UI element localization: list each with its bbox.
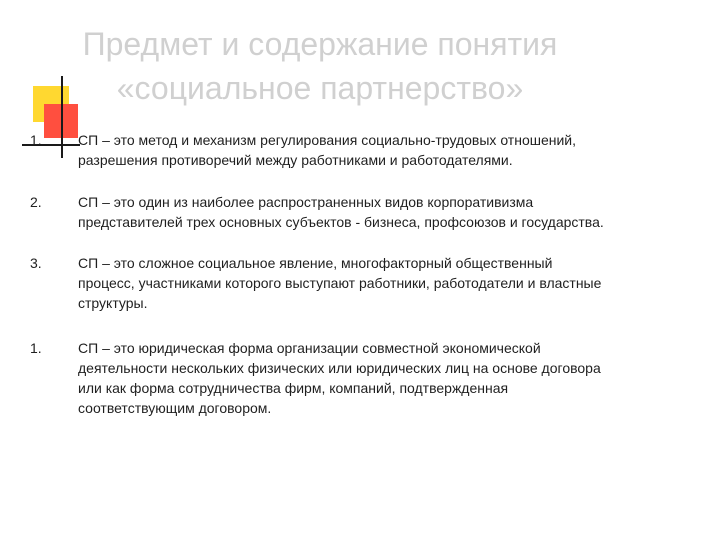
list-item-number: 1. <box>30 132 42 148</box>
title-line-2: «социальное партнерство» <box>116 70 524 106</box>
list-item-number: 1. <box>30 340 42 356</box>
list-item-text: СП – это юридическая форма организации совместной экономической деятельности нескольких физических или юридических лиц на основе договора или как форма сотрудничества фирм, компаний, подтвержденная соответствующим договором. <box>78 340 601 416</box>
list-item-text: СП – это сложное социальное явление, многофакторный общественный процесс, участниками которого выступают работники, работодатели и властные структуры. <box>78 255 602 311</box>
list-item-text: СП – это один из наиболее распространенных видов корпоративизма представителей трех основных субъектов - бизнеса, профсоюзов и государства. <box>78 194 604 230</box>
list-item-number: 2. <box>30 194 42 210</box>
title-line-1: Предмет и содержание понятия <box>82 26 558 62</box>
list-item-number: 3. <box>30 255 42 271</box>
slide-title <box>30 22 610 110</box>
list-item-text: СП – это метод и механизм регулирования социально-трудовых отношений, разрешения противоречий между работниками и работодателями. <box>78 132 577 168</box>
